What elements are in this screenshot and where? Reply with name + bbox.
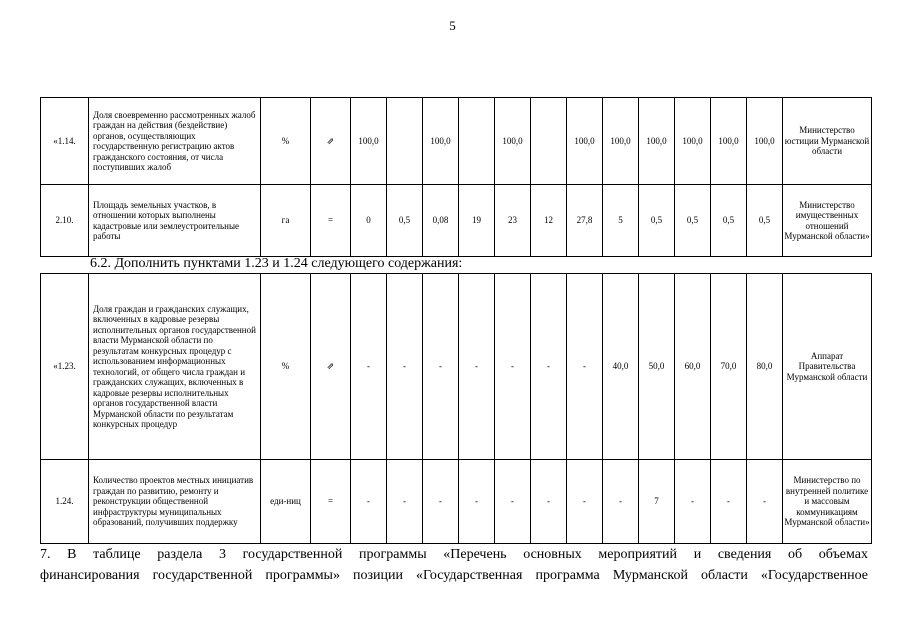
value-cell: - (423, 460, 459, 544)
value-cell: - (531, 460, 567, 544)
value-cell: - (351, 274, 387, 460)
unit-cell: еди-ниц (261, 460, 311, 544)
indicator-name: Доля своевременно рассмотренных жалоб граждан на действия (бездействие) органов, осуществляющих государственную регистрацию актов гражданского состояния, от числа поступивших жалоб (89, 98, 261, 185)
unit-cell: га (261, 185, 311, 257)
indicators-table-top (40, 97, 872, 257)
value-cell: 19 (459, 185, 495, 257)
table-row (41, 185, 872, 257)
value-cell: 0,5 (711, 185, 747, 257)
value-cell: - (495, 460, 531, 544)
indicator-name: Площадь земельных участков, в отношении которых выполнены кадастровые или землеустроительные работы (89, 185, 261, 257)
row-number: «1.14. (41, 98, 89, 185)
value-cell: 100,0 (639, 98, 675, 185)
value-cell: 80,0 (747, 274, 783, 460)
value-cell: 0,5 (747, 185, 783, 257)
indicators-table-bottom (40, 273, 872, 544)
value-cell: 100,0 (603, 98, 639, 185)
value-cell: - (711, 460, 747, 544)
direction-arrow-icon: ⇗ (311, 98, 351, 185)
value-cell: 0,08 (423, 185, 459, 257)
value-cell: - (459, 274, 495, 460)
value-cell: - (351, 460, 387, 544)
value-cell: 7 (639, 460, 675, 544)
value-cell: - (675, 460, 711, 544)
value-cell: 60,0 (675, 274, 711, 460)
value-cell: - (495, 274, 531, 460)
row-number: 2.10. (41, 185, 89, 257)
value-cell: 50,0 (639, 274, 675, 460)
value-cell: 70,0 (711, 274, 747, 460)
value-cell: 12 (531, 185, 567, 257)
value-cell: 100,0 (675, 98, 711, 185)
table-row (41, 98, 872, 185)
direction-cell: = (311, 460, 351, 544)
value-cell: 5 (603, 185, 639, 257)
value-cell (387, 98, 423, 185)
value-cell: 23 (495, 185, 531, 257)
responsible-cell: Министерство по внутренней политике и массовым коммуникациям Мурманской области» (783, 460, 872, 544)
page-number: 5 (449, 18, 456, 33)
value-cell: - (531, 274, 567, 460)
direction-arrow-icon: ⇗ (311, 274, 351, 460)
responsible-cell: Аппарат Правительства Мурманской области (783, 274, 872, 460)
value-cell: - (567, 274, 603, 460)
value-cell: - (387, 460, 423, 544)
indicator-name: Доля граждан и гражданских служащих, включенных в кадровые резервы исполнительных органов государственной власти Мурманской области по результатам конкурсных процедур с использованием информационных технологий, от общего числа граждан и гражданских служащих, включенных в кадровые резервы исполнительных органов государственной власти Мурманской области по результатам конкурсных процедур (89, 274, 261, 460)
unit-cell: % (261, 274, 311, 460)
row-number: 1.24. (41, 460, 89, 544)
value-cell: 100,0 (423, 98, 459, 185)
value-cell: 27,8 (567, 185, 603, 257)
value-cell: - (459, 460, 495, 544)
value-cell: 100,0 (567, 98, 603, 185)
value-cell: - (423, 274, 459, 460)
value-cell: - (603, 460, 639, 544)
body-paragraph-line-1: 7. В таблице раздела 3 государственной программы «Перечень основных мероприятий и сведения об объемах (40, 547, 868, 562)
value-cell: 100,0 (495, 98, 531, 185)
unit-cell: % (261, 98, 311, 185)
value-cell: 100,0 (351, 98, 387, 185)
body-paragraph-line-2: финансирования государственной программы» позиции «Государственная программа Мурманской области «Государственное (40, 568, 868, 583)
value-cell: - (567, 460, 603, 544)
value-cell: 0 (351, 185, 387, 257)
value-cell: 0,5 (675, 185, 711, 257)
indicator-name: Количество проектов местных инициатив граждан по развитию, ремонту и реконструкции общественной инфраструктуры муниципальных образований, получивших поддержку (89, 460, 261, 544)
value-cell: 0,5 (387, 185, 423, 257)
row-number: «1.23. (41, 274, 89, 460)
table-row (41, 460, 872, 544)
value-cell: 0,5 (639, 185, 675, 257)
value-cell: 100,0 (747, 98, 783, 185)
value-cell (531, 98, 567, 185)
value-cell: - (387, 274, 423, 460)
value-cell: 40,0 (603, 274, 639, 460)
section-heading: 6.2. Дополнить пунктами 1.23 и 1.24 следующего содержания: (90, 256, 463, 271)
responsible-cell: Министерство имущественных отношений Мурманской области» (783, 185, 872, 257)
direction-cell: = (311, 185, 351, 257)
table-row (41, 274, 872, 460)
value-cell: - (747, 460, 783, 544)
value-cell: 100,0 (711, 98, 747, 185)
value-cell (459, 98, 495, 185)
responsible-cell: Министерство юстиции Мурманской области (783, 98, 872, 185)
